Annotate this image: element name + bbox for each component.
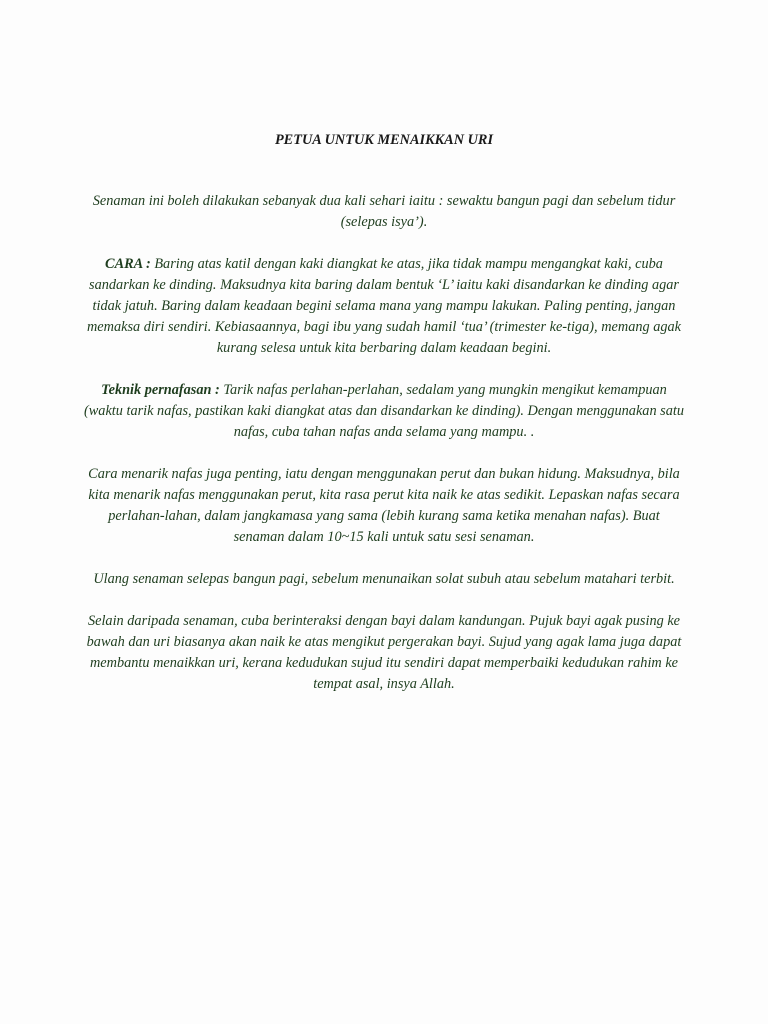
breathing-paragraph: Cara menarik nafas juga penting, iatu dengan menggunakan perut dan bukan hidung. Maksudnya, bila kita menarik nafas menggunakan perut, kita rasa perut kita naik ke atas sedikit. Lepaskan nafas secara perlahan-lahan, dalam jangkamasa yang sama (lebih kurang sama ketika menahan nafas). Buat senaman dalam 10~15 kali untuk satu sesi senaman.	[88, 466, 680, 545]
teknik-label: Teknik pernafasan :	[101, 382, 220, 398]
repeat-paragraph: Ulang senaman selepas bangun pagi, sebelum menunaikan solat subuh atau sebelum matahari terbit.	[93, 571, 675, 587]
teknik-text: Tarik nafas perlahan-perlahan, sedalam yang mungkin mengikut kemampuan (waktu tarik nafas, pastikan kaki diangkat atas dan disandarkan ke dinding). Dengan menggunakan satu nafas, cuba tahan nafas anda selama yang mampu. .	[84, 382, 685, 440]
teknik-paragraph	[84, 380, 684, 443]
baby-paragraph: Selain daripada senaman, cuba berinteraksi dengan bayi dalam kandungan. Pujuk bayi agak pusing ke bawah dan uri biasanya akan naik ke atas mengikut pergerakan bayi. Sujud yang agak lama juga dapat membantu menaikkan uri, kerana kedudukan sujud itu sendiri dapat memperbaiki kedudukan rahim ke tempat asal, insya Allah.	[86, 613, 682, 692]
intro-paragraph: Senaman ini boleh dilakukan sebanyak dua kali sehari iaitu : sewaktu bangun pagi dan sebelum tidur (selepas isya’).	[92, 193, 676, 230]
document-body	[84, 130, 684, 716]
cara-text: Baring atas katil dengan kaki diangkat ke atas, jika tidak mampu mengangkat kaki, cuba sandarkan ke dinding. Maksudnya kita baring dalam bentuk ‘L’ iaitu kaki disandarkan ke dinding agar tidak jatuh. Baring dalam keadaan begini selama mana yang mampu lakukan. Paling penting, jangan memaksa diri sendiri. Kebiasaannya, bagi ibu yang sudah hamil ‘tua’ (trimester ke-tiga), memang agak kurang selesa untuk kita berbaring dalam keadaan begini.	[86, 256, 682, 356]
cara-label: CARA :	[105, 256, 151, 272]
cara-paragraph	[84, 254, 684, 359]
document-title: PETUA UNTUK MENAIKKAN URI	[274, 132, 494, 148]
